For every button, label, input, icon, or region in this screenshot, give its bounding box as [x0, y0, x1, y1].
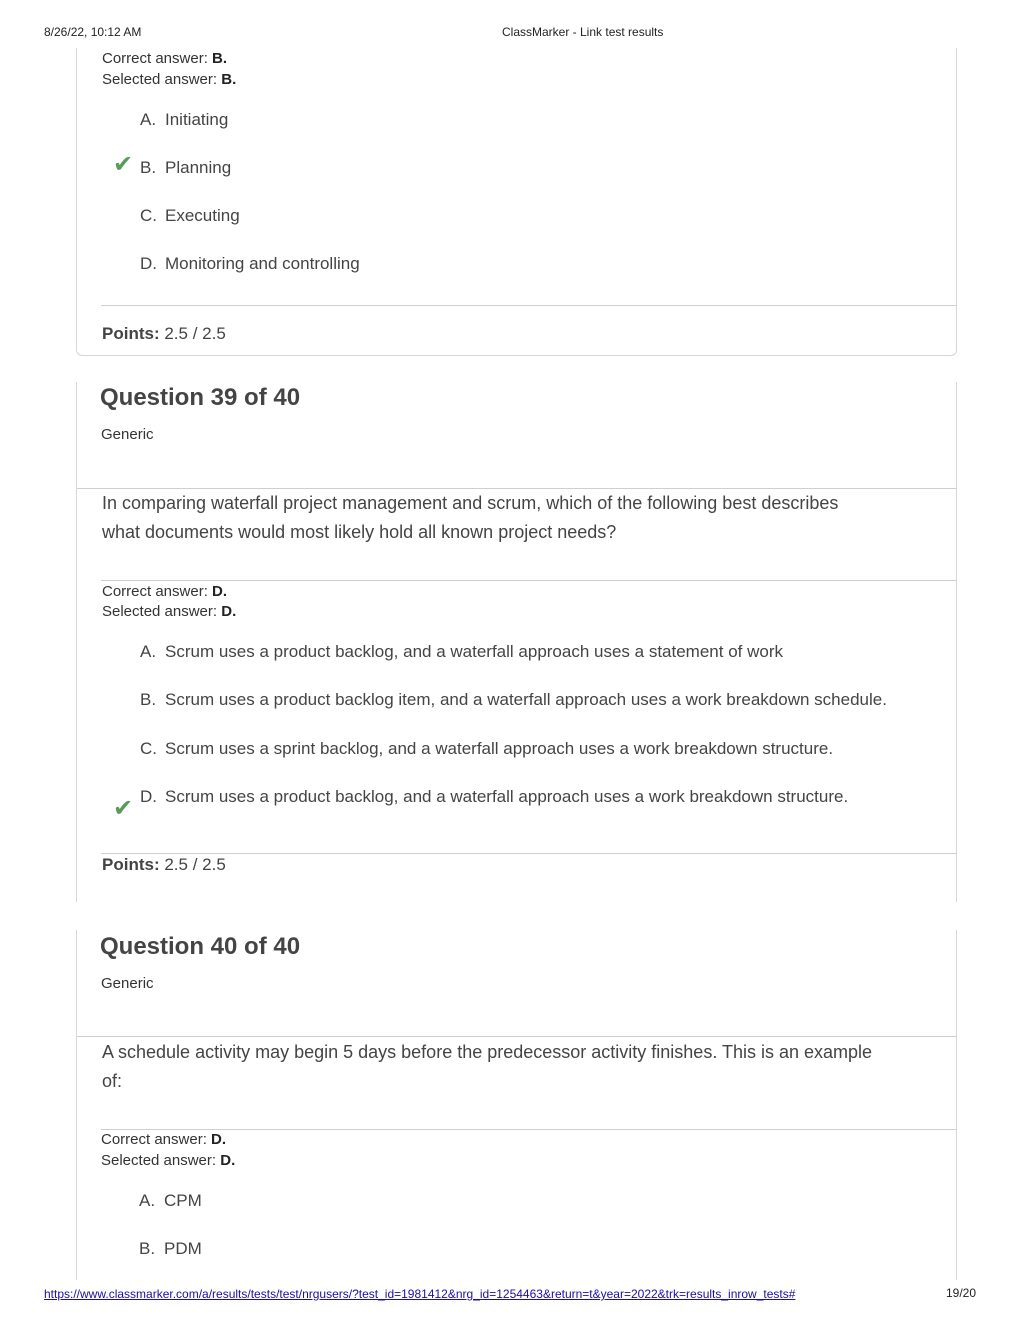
- check-icon: ✔: [113, 795, 134, 822]
- q39-points: Points: 2.5 / 2.5: [102, 855, 226, 874]
- q39-category: Generic: [101, 426, 154, 443]
- q40-correct-answer: Correct answer: D.: [101, 1131, 227, 1148]
- print-datetime: 8/26/22, 10:12 AM: [44, 25, 142, 39]
- q38-points: Points: 2.5 / 2.5: [102, 324, 226, 343]
- print-title: ClassMarker - Link test results: [502, 25, 664, 39]
- question-39-title: Question 39 of 40: [100, 384, 301, 411]
- footer-url-link[interactable]: https://www.classmarker.com/a/results/tests/test/nrgusers/?test_id=1981412&nrg_id=1254463&return=t&year=2022&trk=results_inrow_tests#: [44, 1287, 796, 1301]
- divider: [101, 305, 957, 306]
- divider: [77, 1036, 957, 1037]
- q39-option-b: B. Scrum uses a product backlog item, and a waterfall approach uses a work breakdown schedule.: [140, 690, 887, 709]
- check-icon: ✔: [113, 151, 134, 178]
- q39-question-text: In comparing waterfall project management and scrum, which of the following best describes what documents would most likely hold all known project needs?: [102, 493, 839, 542]
- question-38-card: [76, 48, 957, 356]
- q40-option-b: B. PDM: [139, 1239, 202, 1258]
- divider: [101, 853, 957, 854]
- q38-option-a: A. Initiating: [140, 110, 229, 129]
- q39-option-a: A. Scrum uses a product backlog, and a waterfall approach uses a statement of work: [140, 642, 783, 661]
- q39-option-c: C. Scrum uses a sprint backlog, and a waterfall approach uses a work breakdown structure.: [140, 739, 834, 758]
- page-number: 19/20: [946, 1286, 977, 1300]
- q39-option-d: D. Scrum uses a product backlog, and a waterfall approach uses a work breakdown structure.: [140, 787, 849, 806]
- q39-selected-answer: Selected answer: D.: [102, 603, 237, 620]
- q38-option-b: B. Planning: [140, 158, 232, 177]
- q38-option-d: D. Monitoring and controlling: [140, 254, 360, 273]
- q40-selected-answer: Selected answer: D.: [101, 1152, 236, 1169]
- q39-correct-answer: Correct answer: D.: [102, 583, 228, 600]
- q40-option-a: A. CPM: [139, 1191, 202, 1210]
- q40-category: Generic: [101, 975, 154, 992]
- divider: [101, 580, 957, 581]
- q38-correct-answer: Correct answer: B.: [102, 50, 228, 67]
- divider: [101, 1129, 957, 1130]
- q38-option-c: C. Executing: [140, 206, 240, 225]
- q38-selected-answer: Selected answer: B.: [102, 71, 237, 88]
- q40-question-text: A schedule activity may begin 5 days before the predecessor activity finishes. This is an example of:: [102, 1042, 873, 1091]
- question-40-card: [76, 930, 957, 1280]
- question-40-title: Question 40 of 40: [100, 933, 301, 960]
